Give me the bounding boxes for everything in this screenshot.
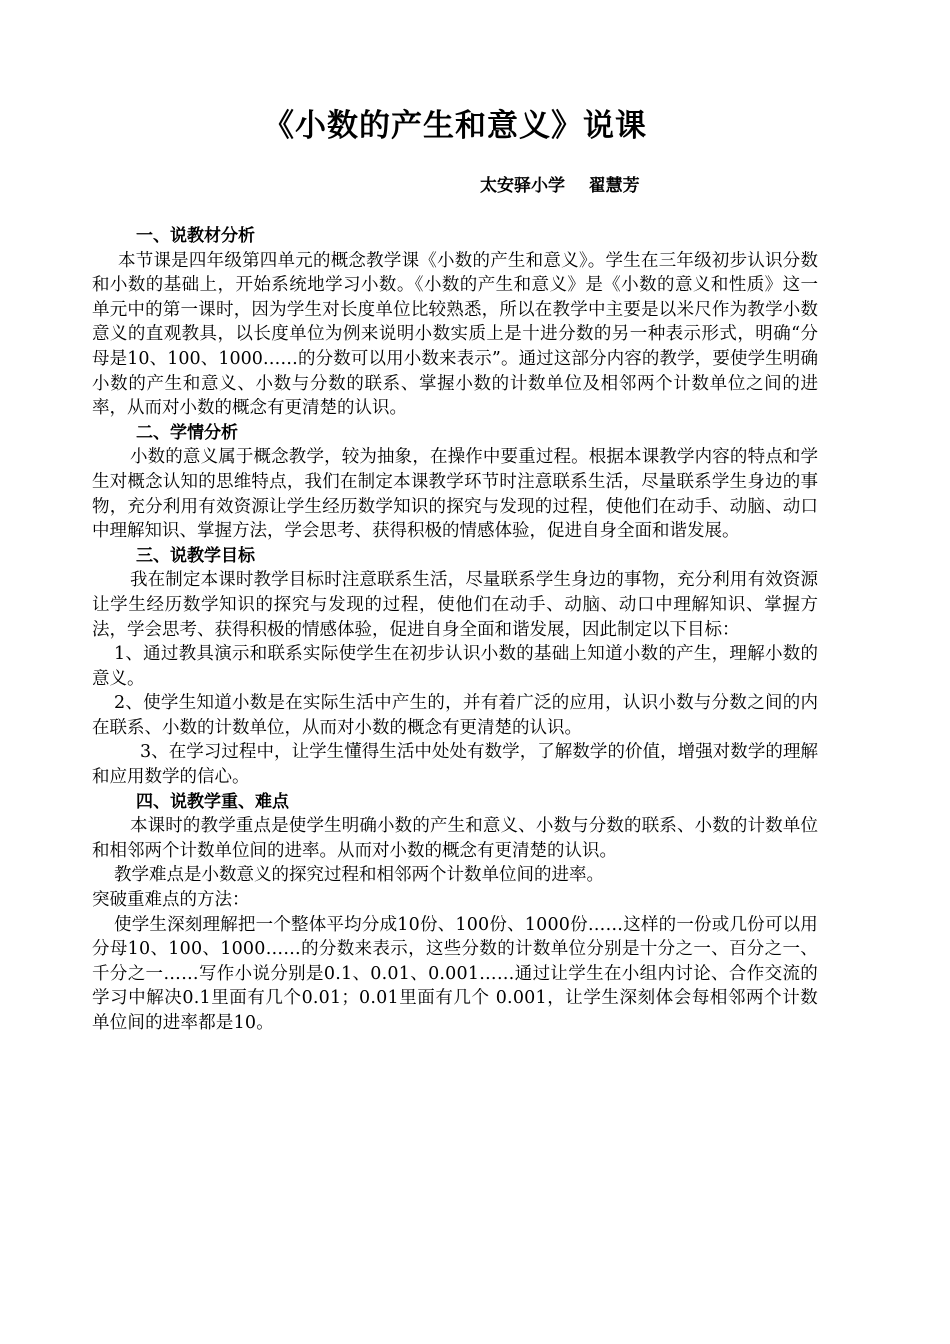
paragraph: 教学难点是小数意义的探究过程和相邻两个计数单位间的进率。 (114, 865, 604, 886)
section-heading: 三、说教学目标 (136, 545, 255, 566)
section-heading: 一、说教材分析 (136, 226, 255, 246)
paragraph: 本节课是四年级第四单元的概念教学课《小数的产生和意义》。学生在三年级初步认识分数和小数的基础上，开始系统地学习小数。《小数的产生和意义》是《小数的意义和性质》这一单元中的第一课时，因为学生对长度单位比较熟悉，所以在教学中主要是以米尺作为教学小数意义的直观教具，以长度单位为例来说明小数实质上是十进分数的另一种表示形式，明确“分母是10、100、1000……的分数可以用小数来表示”。通过这部分内容的教学，要使学生明确小数的产生和意义、小数与分数的联系、掌握小数的计数单位及相邻两个计数单位之间的进率，从而对小数的概念有更清楚的认识。 (92, 250, 818, 419)
section-heading: 二、学情分析 (136, 422, 238, 443)
author-line: 太安驿小学 翟慧芳 (480, 176, 640, 196)
section-heading: 四、说教学重、难点 (136, 791, 289, 812)
goal-item: 3、在学习过程中，让学生懂得生活中处处有数学，了解数学的价值，增强对数学的理解和应用数学的信心。 (92, 742, 818, 788)
paragraph: 小数的意义属于概念教学，较为抽象，在操作中要重过程。根据本课教学内容的特点和学生对概念认知的思维特点，我们在制定本课教学环节时注意联系生活，尽量联系学生身边的事物，充分利用有效资源让学生经历数学知识的探究与发现的过程，使他们在动手、动脑、动口中理解知识、掌握方法，学会思考、获得积极的情感体验，促进自身全面和谐发展。 (92, 447, 818, 542)
goal-item: 2、使学生知道小数是在实际生活中产生的，并有着广泛的应用，认识小数与分数之间的内在联系、小数的计数单位，从而对小数的概念有更清楚的认识。 (92, 693, 818, 738)
document-title: 《小数的产生和意义》说课 (263, 108, 647, 144)
document-body (92, 224, 818, 1036)
paragraph: 突破重难点的方法： (92, 890, 250, 911)
goal-item: 1、通过教具演示和联系实际使学生在初步认识小数的基础上知道小数的产生，理解小数的意义。 (92, 644, 818, 689)
paragraph: 本课时的教学重点是使学生明确小数的产生和意义、小数与分数的联系、小数的计数单位和相邻两个计数单位间的进率。从而对小数的概念有更清楚的认识。 (92, 816, 818, 861)
paragraph: 使学生深刻理解把一个整体平均分成10份、100份、1000份……这样的一份或几份可以用分母10、100、1000……的分数来表示，这些分数的计数单位分别是十分之一、百分之一、千分之一……写作小说分别是0.1、0.01、0.001……通过让学生在小组内讨论、合作交流的学习中解决0.1里面有几个0.01；0.01里面有几个 0.001，让学生深刻体会每相邻两个计数单位间的进率都是10。 (92, 914, 818, 1033)
paragraph: 我在制定本课时教学目标时注意联系生活，尽量联系学生身边的事物，充分利用有效资源让学生经历数学知识的探究与发现的过程，使他们在动手、动脑、动口中理解知识、掌握方法，学会思考、获得积极的情感体验，促进自身全面和谐发展，因此制定以下目标： (92, 570, 818, 640)
